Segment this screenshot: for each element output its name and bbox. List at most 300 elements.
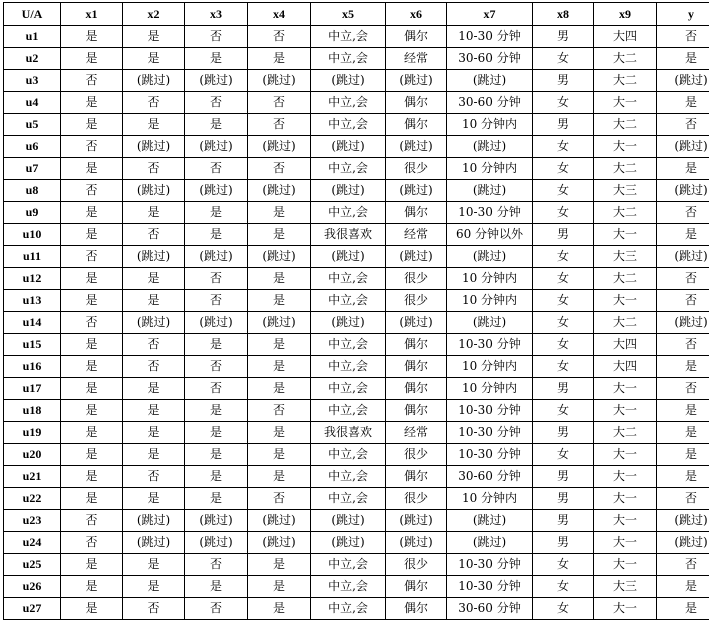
table-cell: 偶尔 <box>386 26 447 48</box>
table-cell: 是 <box>61 48 123 70</box>
table-cell: 大二 <box>594 48 657 70</box>
table-cell: (跳过) <box>447 180 533 202</box>
table-cell: 中立,会 <box>311 554 386 576</box>
header-cell-x9: x9 <box>594 3 657 26</box>
table-cell: 否 <box>185 554 248 576</box>
table-cell: (跳过) <box>386 312 447 334</box>
table-cell: 大四 <box>594 334 657 356</box>
table-cell: 是 <box>61 422 123 444</box>
table-cell: 偶尔 <box>386 334 447 356</box>
table-cell: 10-30 分钟 <box>447 334 533 356</box>
table-cell: 大一 <box>594 136 657 158</box>
table-cell: 否 <box>61 180 123 202</box>
table-cell: 大二 <box>594 158 657 180</box>
table-cell: 很少 <box>386 158 447 180</box>
table-cell: (跳过) <box>311 312 386 334</box>
table-cell: 中立,会 <box>311 268 386 290</box>
table-cell: 大一 <box>594 466 657 488</box>
table-cell: 10 分钟内 <box>447 290 533 312</box>
table-row <box>4 158 709 180</box>
table-cell: 否 <box>185 268 248 290</box>
table-cell: 偶尔 <box>386 114 447 136</box>
table-row <box>4 510 709 532</box>
table-cell: 是 <box>61 554 123 576</box>
table-cell: 60 分钟以外 <box>447 224 533 246</box>
table-cell: 中立,会 <box>311 290 386 312</box>
table-cell: 否 <box>248 158 311 180</box>
row-id-cell: u4 <box>4 92 61 114</box>
table-cell: 是 <box>123 444 185 466</box>
table-row <box>4 532 709 554</box>
table-cell: (跳过) <box>386 510 447 532</box>
table-cell: 是 <box>61 378 123 400</box>
table-cell: 否 <box>657 290 709 312</box>
table-cell: 10 分钟内 <box>447 488 533 510</box>
table-cell: (跳过) <box>248 180 311 202</box>
table-cell: 男 <box>533 70 594 92</box>
table-cell: 是 <box>61 356 123 378</box>
table-cell: 大一 <box>594 488 657 510</box>
table-cell: 是 <box>657 422 709 444</box>
table-cell: 否 <box>185 290 248 312</box>
table-cell: 大二 <box>594 202 657 224</box>
table-header-row <box>4 3 709 26</box>
table-cell: 10 分钟内 <box>447 114 533 136</box>
table-cell: 男 <box>533 114 594 136</box>
table-cell: 中立,会 <box>311 400 386 422</box>
table-cell: 否 <box>61 136 123 158</box>
table-cell: (跳过) <box>185 70 248 92</box>
table-cell: 是 <box>185 400 248 422</box>
table-cell: 我很喜欢 <box>311 422 386 444</box>
table-cell: 否 <box>61 312 123 334</box>
row-id-cell: u7 <box>4 158 61 180</box>
table-cell: 是 <box>248 268 311 290</box>
table-cell: (跳过) <box>311 180 386 202</box>
table-cell: 是 <box>123 268 185 290</box>
table-cell: 女 <box>533 290 594 312</box>
table-cell: 偶尔 <box>386 378 447 400</box>
table-cell: 否 <box>248 488 311 510</box>
table-cell: 经常 <box>386 422 447 444</box>
table-cell: 经常 <box>386 48 447 70</box>
table-cell: 是 <box>657 400 709 422</box>
table-cell: 是 <box>657 598 709 620</box>
table-cell: 女 <box>533 576 594 598</box>
table-cell: (跳过) <box>447 70 533 92</box>
table-cell: 是 <box>185 576 248 598</box>
table-cell: 中立,会 <box>311 576 386 598</box>
table-cell: 中立,会 <box>311 26 386 48</box>
row-id-cell: u16 <box>4 356 61 378</box>
table-cell: 否 <box>657 334 709 356</box>
table-cell: (跳过) <box>311 510 386 532</box>
table-cell: 否 <box>123 466 185 488</box>
table-cell: (跳过) <box>123 136 185 158</box>
table-cell: 否 <box>123 598 185 620</box>
table-cell: 女 <box>533 312 594 334</box>
table-cell: (跳过) <box>248 510 311 532</box>
table-cell: 大四 <box>594 356 657 378</box>
row-id-cell: u22 <box>4 488 61 510</box>
table-cell: 男 <box>533 26 594 48</box>
table-cell: 是 <box>185 224 248 246</box>
table-cell: 10-30 分钟 <box>447 576 533 598</box>
table-row <box>4 554 709 576</box>
table-cell: 女 <box>533 598 594 620</box>
row-id-cell: u13 <box>4 290 61 312</box>
header-cell-x2: x2 <box>123 3 185 26</box>
table-row <box>4 48 709 70</box>
table-cell: 女 <box>533 180 594 202</box>
table-cell: 是 <box>657 466 709 488</box>
header-cell-ua: U/A <box>4 3 61 26</box>
table-cell: 10-30 分钟 <box>447 202 533 224</box>
header-cell-y: y <box>657 3 709 26</box>
table-cell: 偶尔 <box>386 466 447 488</box>
table-cell: 否 <box>185 26 248 48</box>
table-cell: 男 <box>533 224 594 246</box>
table-cell: 中立,会 <box>311 378 386 400</box>
table-cell: 是 <box>185 488 248 510</box>
table-cell: 是 <box>61 114 123 136</box>
table-row <box>4 114 709 136</box>
table-cell: (跳过) <box>248 312 311 334</box>
table-cell: 否 <box>657 554 709 576</box>
table-cell: 是 <box>61 400 123 422</box>
row-id-cell: u8 <box>4 180 61 202</box>
header-cell-x6: x6 <box>386 3 447 26</box>
table-cell: (跳过) <box>386 136 447 158</box>
table-cell: 是 <box>61 290 123 312</box>
table-cell: 经常 <box>386 224 447 246</box>
row-id-cell: u12 <box>4 268 61 290</box>
table-cell: (跳过) <box>386 532 447 554</box>
table-cell: 女 <box>533 554 594 576</box>
table-cell: 大一 <box>594 290 657 312</box>
table-cell: 大三 <box>594 180 657 202</box>
table-cell: 是 <box>185 202 248 224</box>
table-cell: (跳过) <box>123 70 185 92</box>
table-cell: 大一 <box>594 378 657 400</box>
table-cell: 很少 <box>386 268 447 290</box>
table-cell: (跳过) <box>386 246 447 268</box>
table-cell: (跳过) <box>248 532 311 554</box>
table-cell: 否 <box>61 532 123 554</box>
table-row <box>4 576 709 598</box>
table-cell: (跳过) <box>447 312 533 334</box>
table-cell: 大三 <box>594 246 657 268</box>
table-cell: 是 <box>248 290 311 312</box>
row-id-cell: u10 <box>4 224 61 246</box>
table-cell: 是 <box>123 422 185 444</box>
table-cell: 大一 <box>594 598 657 620</box>
table-cell: 女 <box>533 268 594 290</box>
table-cell: 否 <box>185 378 248 400</box>
table-cell: 很少 <box>386 488 447 510</box>
table-cell: (跳过) <box>185 246 248 268</box>
table-cell: 10-30 分钟 <box>447 422 533 444</box>
table-cell: 女 <box>533 202 594 224</box>
table-cell: 10 分钟内 <box>447 356 533 378</box>
table-cell: 10 分钟内 <box>447 158 533 180</box>
table-cell: 大一 <box>594 532 657 554</box>
row-id-cell: u14 <box>4 312 61 334</box>
table-cell: 是 <box>657 92 709 114</box>
table-cell: 大一 <box>594 92 657 114</box>
table-cell: 30-60 分钟 <box>447 598 533 620</box>
table-cell: 女 <box>533 136 594 158</box>
table-body <box>4 26 709 620</box>
table-row <box>4 70 709 92</box>
table-row <box>4 598 709 620</box>
table-cell: 是 <box>123 576 185 598</box>
table-row <box>4 26 709 48</box>
table-row <box>4 378 709 400</box>
header-cell-x1: x1 <box>61 3 123 26</box>
table-cell: 中立,会 <box>311 488 386 510</box>
row-id-cell: u5 <box>4 114 61 136</box>
table-cell: (跳过) <box>657 510 709 532</box>
row-id-cell: u3 <box>4 70 61 92</box>
table-cell: 否 <box>248 400 311 422</box>
table-cell: 是 <box>61 466 123 488</box>
table-cell: 是 <box>61 488 123 510</box>
row-id-cell: u18 <box>4 400 61 422</box>
table-cell: 是 <box>61 202 123 224</box>
table-cell: 男 <box>533 466 594 488</box>
row-id-cell: u15 <box>4 334 61 356</box>
table-cell: 大四 <box>594 26 657 48</box>
table-cell: 否 <box>61 510 123 532</box>
table-cell: 否 <box>657 202 709 224</box>
table-cell: (跳过) <box>185 312 248 334</box>
table-cell: 是 <box>657 224 709 246</box>
row-id-cell: u2 <box>4 48 61 70</box>
table-cell: 很少 <box>386 554 447 576</box>
header-cell-x4: x4 <box>248 3 311 26</box>
table-cell: (跳过) <box>447 246 533 268</box>
table-cell: 10-30 分钟 <box>447 400 533 422</box>
table-cell: 是 <box>185 114 248 136</box>
table-cell: (跳过) <box>657 246 709 268</box>
table-cell: 是 <box>61 334 123 356</box>
row-id-cell: u23 <box>4 510 61 532</box>
table-cell: 是 <box>248 422 311 444</box>
table-cell: 否 <box>657 378 709 400</box>
table-cell: (跳过) <box>447 136 533 158</box>
table-cell: 大二 <box>594 70 657 92</box>
table-cell: 女 <box>533 158 594 180</box>
table-cell: 否 <box>123 158 185 180</box>
table-cell: 大一 <box>594 224 657 246</box>
table-cell: 否 <box>123 92 185 114</box>
table-row <box>4 334 709 356</box>
table-cell: 是 <box>123 114 185 136</box>
row-id-cell: u24 <box>4 532 61 554</box>
table-cell: 中立,会 <box>311 466 386 488</box>
row-id-cell: u6 <box>4 136 61 158</box>
table-cell: (跳过) <box>311 70 386 92</box>
table-cell: 是 <box>248 378 311 400</box>
table-row <box>4 422 709 444</box>
table-cell: (跳过) <box>123 312 185 334</box>
table-cell: 是 <box>248 334 311 356</box>
table-cell: 是 <box>657 356 709 378</box>
table-row <box>4 246 709 268</box>
table-cell: 偶尔 <box>386 92 447 114</box>
table-cell: 否 <box>657 114 709 136</box>
table-cell: 是 <box>185 466 248 488</box>
table-cell: 是 <box>248 356 311 378</box>
table-cell: 是 <box>123 378 185 400</box>
table-row <box>4 312 709 334</box>
table-cell: 大二 <box>594 422 657 444</box>
table-cell: 是 <box>123 400 185 422</box>
table-cell: (跳过) <box>185 532 248 554</box>
table-cell: (跳过) <box>123 532 185 554</box>
table-cell: 是 <box>123 554 185 576</box>
row-id-cell: u20 <box>4 444 61 466</box>
table-cell: (跳过) <box>123 510 185 532</box>
table-cell: 10-30 分钟 <box>447 554 533 576</box>
table-cell: 女 <box>533 334 594 356</box>
table-cell: (跳过) <box>447 532 533 554</box>
table-cell: 是 <box>123 48 185 70</box>
table-cell: 是 <box>61 224 123 246</box>
table-row <box>4 136 709 158</box>
header-cell-x7: x7 <box>447 3 533 26</box>
table-cell: 是 <box>248 224 311 246</box>
table-cell: 大二 <box>594 312 657 334</box>
table-cell: (跳过) <box>248 246 311 268</box>
table-cell: 大一 <box>594 444 657 466</box>
table-cell: 是 <box>248 576 311 598</box>
table-cell: 是 <box>248 598 311 620</box>
table-cell: 我很喜欢 <box>311 224 386 246</box>
table-cell: 女 <box>533 48 594 70</box>
table-cell: 是 <box>657 576 709 598</box>
table-cell: 男 <box>533 488 594 510</box>
table-cell: 否 <box>185 356 248 378</box>
table-cell: 男 <box>533 422 594 444</box>
table-cell: (跳过) <box>185 510 248 532</box>
table-cell: 中立,会 <box>311 598 386 620</box>
table-cell: (跳过) <box>123 246 185 268</box>
table-cell: 否 <box>657 488 709 510</box>
table-cell: 偶尔 <box>386 400 447 422</box>
table-cell: 10-30 分钟 <box>447 444 533 466</box>
table-cell: 是 <box>61 158 123 180</box>
table-cell: (跳过) <box>185 180 248 202</box>
table-cell: 否 <box>61 246 123 268</box>
table-cell: 很少 <box>386 290 447 312</box>
table-cell: (跳过) <box>311 532 386 554</box>
table-cell: 是 <box>123 488 185 510</box>
table-row <box>4 92 709 114</box>
table-cell: 中立,会 <box>311 202 386 224</box>
row-id-cell: u26 <box>4 576 61 598</box>
table-cell: 否 <box>657 26 709 48</box>
table-cell: (跳过) <box>657 70 709 92</box>
table-row <box>4 466 709 488</box>
table-cell: 10 分钟内 <box>447 268 533 290</box>
table-cell: 是 <box>123 202 185 224</box>
table-cell: (跳过) <box>248 70 311 92</box>
table-cell: (跳过) <box>657 532 709 554</box>
table-row <box>4 180 709 202</box>
table-cell: 否 <box>248 114 311 136</box>
table-cell: 否 <box>61 70 123 92</box>
table-cell: (跳过) <box>657 180 709 202</box>
row-id-cell: u21 <box>4 466 61 488</box>
row-id-cell: u27 <box>4 598 61 620</box>
table-cell: 30-60 分钟 <box>447 92 533 114</box>
table-cell: 10 分钟内 <box>447 378 533 400</box>
table-cell: 是 <box>248 202 311 224</box>
table-cell: 是 <box>61 92 123 114</box>
row-id-cell: u17 <box>4 378 61 400</box>
table-cell: 是 <box>61 444 123 466</box>
table-cell: 否 <box>657 268 709 290</box>
table-cell: 是 <box>248 444 311 466</box>
table-cell: 否 <box>123 224 185 246</box>
table-cell: 否 <box>248 92 311 114</box>
table-cell: 中立,会 <box>311 356 386 378</box>
table-cell: (跳过) <box>657 312 709 334</box>
table-cell: 女 <box>533 92 594 114</box>
table-cell: 是 <box>61 268 123 290</box>
table-row <box>4 356 709 378</box>
row-id-cell: u9 <box>4 202 61 224</box>
table-cell: 偶尔 <box>386 576 447 598</box>
table-cell: 中立,会 <box>311 48 386 70</box>
row-id-cell: u1 <box>4 26 61 48</box>
table-cell: 中立,会 <box>311 158 386 180</box>
table-cell: 男 <box>533 378 594 400</box>
table-row <box>4 224 709 246</box>
table-cell: 大二 <box>594 114 657 136</box>
row-id-cell: u11 <box>4 246 61 268</box>
table-cell: 大二 <box>594 268 657 290</box>
table-cell: 否 <box>248 26 311 48</box>
row-id-cell: u25 <box>4 554 61 576</box>
header-cell-x8: x8 <box>533 3 594 26</box>
table-row <box>4 444 709 466</box>
table-cell: 女 <box>533 400 594 422</box>
table-cell: 男 <box>533 510 594 532</box>
table-cell: 中立,会 <box>311 114 386 136</box>
table-cell: 偶尔 <box>386 598 447 620</box>
table-cell: 是 <box>61 576 123 598</box>
table-cell: 是 <box>248 48 311 70</box>
table-cell: (跳过) <box>123 180 185 202</box>
table-cell: 偶尔 <box>386 202 447 224</box>
table-cell: 是 <box>657 158 709 180</box>
table-cell: 女 <box>533 246 594 268</box>
table-cell: 是 <box>657 444 709 466</box>
table-cell: 否 <box>185 158 248 180</box>
table-cell: 大一 <box>594 510 657 532</box>
table-cell: (跳过) <box>248 136 311 158</box>
row-id-cell: u19 <box>4 422 61 444</box>
table-cell: (跳过) <box>311 136 386 158</box>
table-cell: 男 <box>533 532 594 554</box>
table-cell: 是 <box>123 290 185 312</box>
table-cell: (跳过) <box>386 180 447 202</box>
table-cell: 女 <box>533 356 594 378</box>
table-cell: 大一 <box>594 554 657 576</box>
